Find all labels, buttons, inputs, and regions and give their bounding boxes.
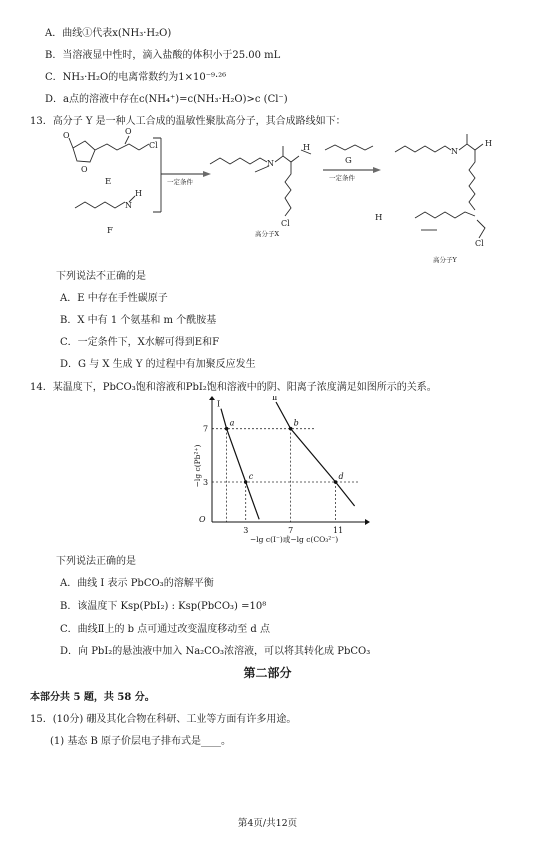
chart-origin-label: O (199, 515, 206, 524)
atom-n-3: N (451, 147, 458, 156)
q13-option-d: D．G 与 X 生成 Y 的过程中有加聚反应发生 (60, 359, 256, 370)
q15-part1: (1) 基态 B 原子价层电子排布式是____。 (50, 736, 232, 747)
chart-point-d (334, 480, 338, 484)
label-polymer-x: 高分子X (255, 230, 280, 238)
chart-point-b (289, 427, 293, 431)
chart-x-tick-label: 7 (288, 526, 294, 535)
atom-h-2: H (303, 143, 310, 152)
q13-option-a: A．E 中存在手性碳原子 (60, 293, 168, 304)
part2-intro: 本部分共 5 题，共 58 分。 (30, 692, 155, 703)
q12-option-a: A．曲线①代表x(NH₃·H₂O) (45, 28, 172, 39)
q14-option-a: A．曲线 I 表示 PbCO₃的溶解平衡 (60, 578, 214, 589)
q15-stem: 15．(10分) 硼及其化合物在科研、工业等方面有许多用途。 (30, 714, 297, 725)
q12-option-d: D．a点的溶液中存在c(NH₄⁺)=c(NH₃·H₂O)>c (Cl⁻) (45, 94, 288, 105)
atom-n-2: N (267, 159, 274, 168)
label-g: G (345, 156, 352, 166)
chart-series-line-2 (276, 402, 355, 506)
part2-heading: 第二部分 (243, 666, 292, 680)
q13-question: 下列说法不正确的是 (56, 271, 146, 282)
chart-point-c (244, 480, 248, 484)
q14-stem: 14．某温度下，PbCO₃饱和溶液和PbI₂饱和溶液中的阴、阳离子浓度满足如图所示的关系。 (30, 382, 437, 393)
chart-point-label-a: a (229, 418, 235, 428)
q13-option-b: B．X 中有 1 个氨基和 m 个酰胺基 (60, 315, 217, 326)
q12-option-c: C．NH₃·H₂O的电离常数约为1×10⁻⁹·²⁶ (45, 72, 227, 83)
chart-point-label-b: b (293, 418, 299, 428)
condition-2: 一定条件 (329, 174, 355, 182)
condition-1: 一定条件 (167, 178, 193, 186)
label-f: F (107, 226, 113, 236)
chart-series-line-1 (221, 409, 259, 520)
atom-cl-2: Cl (281, 219, 290, 228)
atom-o-3: O (125, 128, 132, 136)
chart-y-axis-title: −lg c(Pb²⁺) (193, 444, 202, 488)
chart-y-tick-label: 3 (203, 478, 209, 487)
atom-h-3: H (485, 139, 492, 148)
atom-n-1: N (125, 201, 132, 210)
atom-o-1: O (63, 131, 70, 140)
chart-point-label-d: d (338, 472, 344, 481)
label-polymer-y: 高分子Y (433, 256, 457, 264)
chart-series-label-1: Ⅰ (216, 399, 221, 409)
atom-cl-3: Cl (475, 239, 484, 248)
chart-x-tick-label: 3 (243, 526, 249, 535)
chart-x-axis-title: −lg c(I⁻)或−lg c(CO₃²⁻) (250, 535, 339, 544)
q13-option-c: C．一定条件下，X水解可得到E和F (60, 337, 220, 348)
chart-x-tick-label: 11 (333, 526, 344, 535)
label-h: H (375, 213, 383, 223)
q14-option-c: C．曲线Ⅱ上的 b 点可通过改变温度移动至 d 点 (60, 624, 270, 635)
chart-point-a (225, 427, 229, 431)
solubility-chart (190, 396, 370, 546)
chart-point-label-c: c (248, 472, 254, 481)
page-footer: 第4页/共12页 (237, 818, 298, 829)
q14-question: 下列说法正确的是 (56, 556, 136, 567)
q14-option-d: D．向 PbI₂的悬浊液中加入 Na₂CO₃浓溶液，可以将其转化成 PbCO₃ (60, 646, 371, 657)
atom-cl-1: Cl (149, 141, 158, 150)
label-e: E (105, 177, 112, 187)
chart-series-label-2: Ⅱ (272, 396, 278, 402)
atom-h-1: H (135, 189, 142, 198)
q14-option-b: B．该温度下 Ksp(PbI₂) : Ksp(PbCO₃) =10⁸ (60, 601, 267, 612)
q13-stem: 13．高分子 Y 是一种人工合成的温敏性聚肽高分子，其合成路线如下： (30, 116, 346, 127)
atom-o-2: O (81, 165, 88, 174)
synthesis-route-diagram (55, 128, 505, 266)
q12-option-b: B．当溶液显中性时，滴入盐酸的体积小于25.00 mL (45, 50, 281, 61)
chart-y-tick-label: 7 (203, 424, 209, 434)
